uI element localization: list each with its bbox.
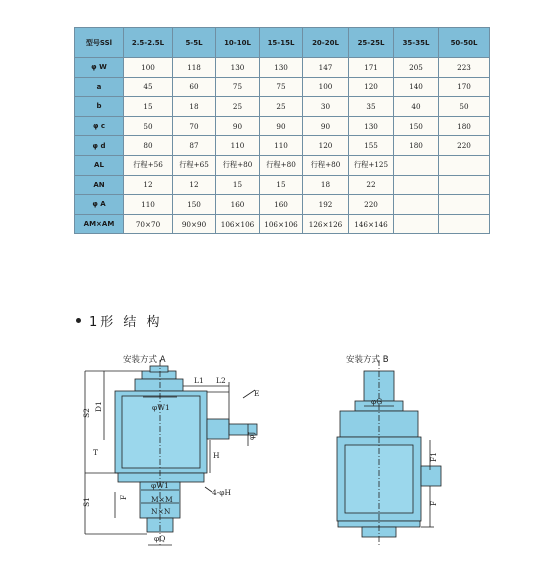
table-cell: 90: [216, 116, 260, 136]
table-cell: 110: [216, 136, 260, 156]
table-cell: 120: [349, 77, 394, 97]
dim-F: F: [119, 494, 128, 500]
table-cell: 90: [303, 116, 349, 136]
table-cell: 50: [124, 116, 173, 136]
table-cell: 90×90: [173, 214, 216, 234]
table-cell: 146×146: [349, 214, 394, 234]
table-cell: 130: [216, 58, 260, 78]
table-cell: 18: [173, 97, 216, 117]
diagram-b-title: 安装方式 B: [346, 355, 389, 365]
table-cell: 180: [439, 116, 490, 136]
header-cell: 50-50L: [439, 28, 490, 58]
header-cell: 20-20L: [303, 28, 349, 58]
table-cell: 130: [349, 116, 394, 136]
header-cell: 35-35L: [394, 28, 439, 58]
table-cell: 50: [439, 97, 490, 117]
table-cell: 行程+80: [216, 155, 260, 175]
side-housing: [207, 419, 229, 439]
table-cell: 15: [260, 175, 303, 195]
row-label: AL: [75, 155, 124, 175]
table-cell: 12: [124, 175, 173, 195]
dim-L1: L1: [194, 376, 204, 385]
table-cell: 75: [260, 77, 303, 97]
table-cell: 155: [349, 136, 394, 156]
table-cell: 160: [260, 195, 303, 215]
diagram-a-title: 安装方式 A: [123, 355, 166, 365]
table-cell: 18: [303, 175, 349, 195]
table-cell: 87: [173, 136, 216, 156]
table-cell: 120: [303, 136, 349, 156]
table-cell: 160: [216, 195, 260, 215]
table-cell: 70×70: [124, 214, 173, 234]
table-cell: 220: [439, 136, 490, 156]
table-cell: 22: [349, 175, 394, 195]
table-cell: 35: [349, 97, 394, 117]
table-cell: 15: [124, 97, 173, 117]
table-cell: 150: [173, 195, 216, 215]
table-cell: 25: [260, 97, 303, 117]
table-cell: 223: [439, 58, 490, 78]
dim-D1: D1: [94, 401, 103, 412]
table-cell: 126×126: [303, 214, 349, 234]
row-label: φ A: [75, 195, 124, 215]
dim-W1-bottom: φW1: [151, 481, 169, 490]
table-cell: 90: [260, 116, 303, 136]
dim-F: F: [429, 500, 438, 506]
row-label: AN: [75, 175, 124, 195]
dim-S1: S1: [82, 497, 91, 507]
dim-NxN: N×N: [151, 507, 171, 516]
dim-MxM: M×M: [151, 495, 173, 504]
dim-E: E: [254, 389, 260, 398]
row-label: AM×AM: [75, 214, 124, 234]
table-cell: 15: [216, 175, 260, 195]
dim-holes: 4-φH: [212, 488, 232, 497]
table-cell: 205: [394, 58, 439, 78]
dim-G: φG: [371, 397, 383, 406]
table-cell: 40: [394, 97, 439, 117]
side-shaft: [421, 466, 441, 486]
table-cell: 75: [216, 77, 260, 97]
table-cell: 100: [303, 77, 349, 97]
dim-S2: S2: [82, 408, 91, 418]
table-cell: 100: [124, 58, 173, 78]
dim-F1: F1: [429, 452, 438, 462]
section-title-text: 1形 结 构: [89, 315, 163, 330]
table-cell: 150: [394, 116, 439, 136]
table-cell: 80: [124, 136, 173, 156]
leader-line: [205, 487, 212, 492]
header-cell: 型号SSl: [75, 28, 124, 58]
table-cell: 106×106: [260, 214, 303, 234]
dim-J: φJ: [247, 431, 256, 440]
table-cell: 192: [303, 195, 349, 215]
table-cell: 行程+80: [260, 155, 303, 175]
table-cell: 180: [394, 136, 439, 156]
table-cell: 130: [260, 58, 303, 78]
table-cell: 171: [349, 58, 394, 78]
table-cell: 170: [439, 77, 490, 97]
table-cell: 行程+65: [173, 155, 216, 175]
dim-L2: L2: [216, 376, 226, 385]
table-cell: 12: [173, 175, 216, 195]
diagram-b: [337, 360, 441, 545]
table-cell: 110: [124, 195, 173, 215]
table-cell: 106×106: [216, 214, 260, 234]
table-cell: 30: [303, 97, 349, 117]
header-cell: 10-10L: [216, 28, 260, 58]
table-cell: 60: [173, 77, 216, 97]
row-label: φ W: [75, 58, 124, 78]
diagram-a: [85, 360, 260, 545]
dim-H: H: [213, 451, 220, 460]
dim-Q: φQ: [154, 534, 166, 543]
row-label: φ c: [75, 116, 124, 136]
table-cell: 220: [349, 195, 394, 215]
header-cell: 2.5-2.5L: [124, 28, 173, 58]
table-cell: 行程+125: [349, 155, 394, 175]
header-cell: 15-15L: [260, 28, 303, 58]
table-cell: 25: [216, 97, 260, 117]
top-cap: [150, 366, 168, 372]
table-cell: 140: [394, 77, 439, 97]
table-cell: 行程+80: [303, 155, 349, 175]
table-cell: 70: [173, 116, 216, 136]
table-cell: 147: [303, 58, 349, 78]
header-cell: 25-25L: [349, 28, 394, 58]
dim-T: T: [93, 448, 99, 457]
row-label: a: [75, 77, 124, 97]
table-cell: 行程+56: [124, 155, 173, 175]
table-cell: 110: [260, 136, 303, 156]
top-collar: [135, 379, 183, 391]
row-label: b: [75, 97, 124, 117]
table-cell: 45: [124, 77, 173, 97]
header-cell: 5-5L: [173, 28, 216, 58]
row-label: φ d: [75, 136, 124, 156]
table-cell: 118: [173, 58, 216, 78]
dim-W1: φW1: [152, 403, 170, 412]
